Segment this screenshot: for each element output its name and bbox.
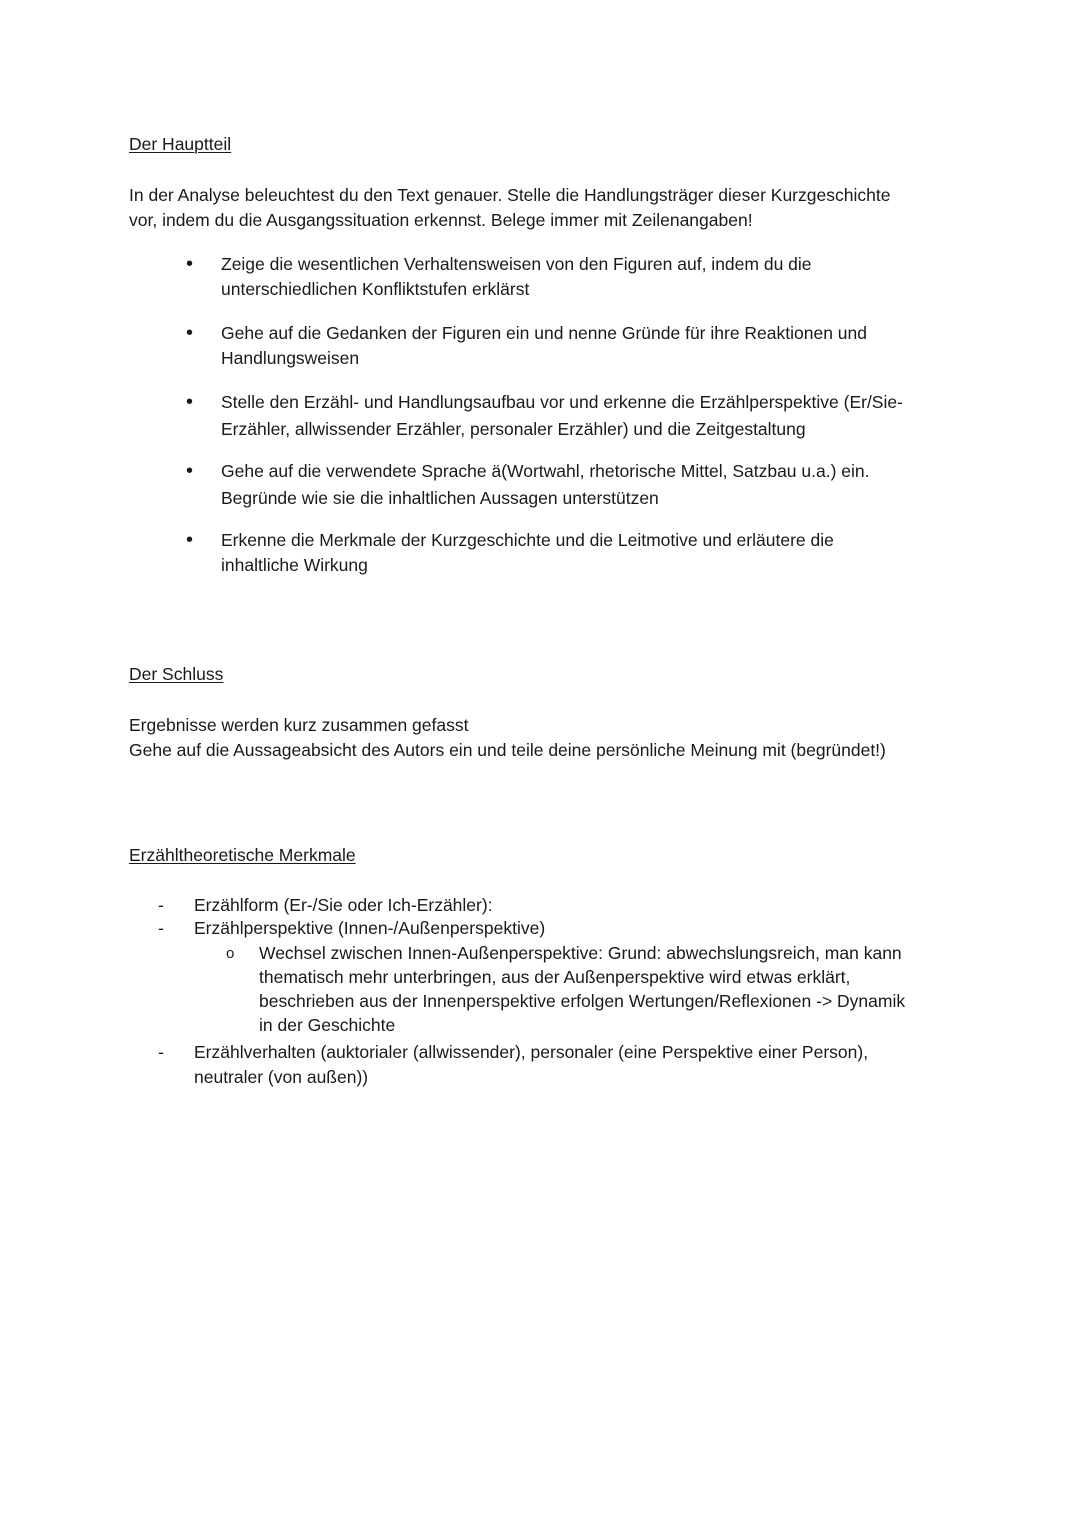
list-item-line: Erzählverhalten (auktorialer (allwissender), personaler (eine Perspektive einer Person), (194, 1042, 869, 1062)
bullet-icon: • (186, 460, 194, 482)
dash-icon: - (158, 918, 164, 938)
conclusion-line: Gehe auf die Aussageabsicht des Autors ein und teile deine persönliche Meinung mit (begründet!) (129, 740, 886, 760)
dash-icon: - (158, 895, 164, 915)
list-item-line: Begründe wie sie die inhaltlichen Aussagen unterstützen (221, 488, 659, 508)
list-item-line: Erzählform (Er-/Sie oder Ich-Erzähler): (194, 895, 493, 915)
list-item-line: Erkenne die Merkmale der Kurzgeschichte und die Leitmotive und erläutere die (221, 530, 834, 550)
sub-list-item-line: in der Geschichte (259, 1015, 396, 1035)
list-item-line: inhaltliche Wirkung (221, 555, 368, 575)
main-part-heading: Der Hauptteil (129, 134, 232, 154)
list-item-line: Gehe auf die Gedanken der Figuren ein und nenne Gründe für ihre Reaktionen und (221, 323, 868, 343)
conclusion-heading: Der Schluss (129, 664, 224, 684)
list-item-line: Erzählperspektive (Innen-/Außenperspektive) (194, 918, 546, 938)
list-item-line: Stelle den Erzähl- und Handlungsaufbau vor und erkenne die Erzählperspektive (Er/Sie- (221, 392, 903, 412)
bullet-icon: • (186, 391, 194, 413)
list-item-line: Erzähler, allwissender Erzähler, personaler Erzähler) und die Zeitgestaltung (221, 419, 806, 439)
intro-line: vor, indem du die Ausgangssituation erkennst. Belege immer mit Zeilenangaben! (129, 210, 753, 230)
list-item-line: neutraler (von außen)) (194, 1067, 369, 1087)
circle-bullet-icon: o (226, 945, 235, 962)
list-item-line: Gehe auf die verwendete Sprache ä(Wortwahl, rhetorische Mittel, Satzbau u.a.) ein. (221, 461, 870, 481)
dash-icon: - (158, 1042, 164, 1062)
list-item-line: unterschiedlichen Konfliktstufen erklärst (221, 279, 530, 299)
narrative-features-heading: Erzähltheoretische Merkmale (129, 845, 356, 865)
sub-list-item-line: beschrieben aus der Innenperspektive erfolgen Wertungen/Reflexionen -> Dynamik (259, 991, 906, 1011)
intro-line: In der Analyse beleuchtest du den Text genauer. Stelle die Handlungsträger dieser Kurzgeschichte (129, 185, 891, 205)
bullet-icon: • (186, 253, 194, 275)
sub-list-item-line: thematisch mehr unterbringen, aus der Außenperspektive wird etwas erklärt, (259, 967, 851, 987)
conclusion-line: Ergebnisse werden kurz zusammen gefasst (129, 715, 469, 735)
list-item-line: Zeige die wesentlichen Verhaltensweisen von den Figuren auf, indem du die (221, 254, 812, 274)
bullet-icon: • (186, 322, 194, 344)
list-item-line: Handlungsweisen (221, 348, 360, 368)
main-part-intro (129, 183, 949, 233)
bullet-icon: • (186, 529, 194, 551)
sub-list-item-line: Wechsel zwischen Innen-Außenperspektive: Grund: abwechslungsreich, man kann (259, 943, 902, 963)
conclusion-text (129, 713, 949, 763)
